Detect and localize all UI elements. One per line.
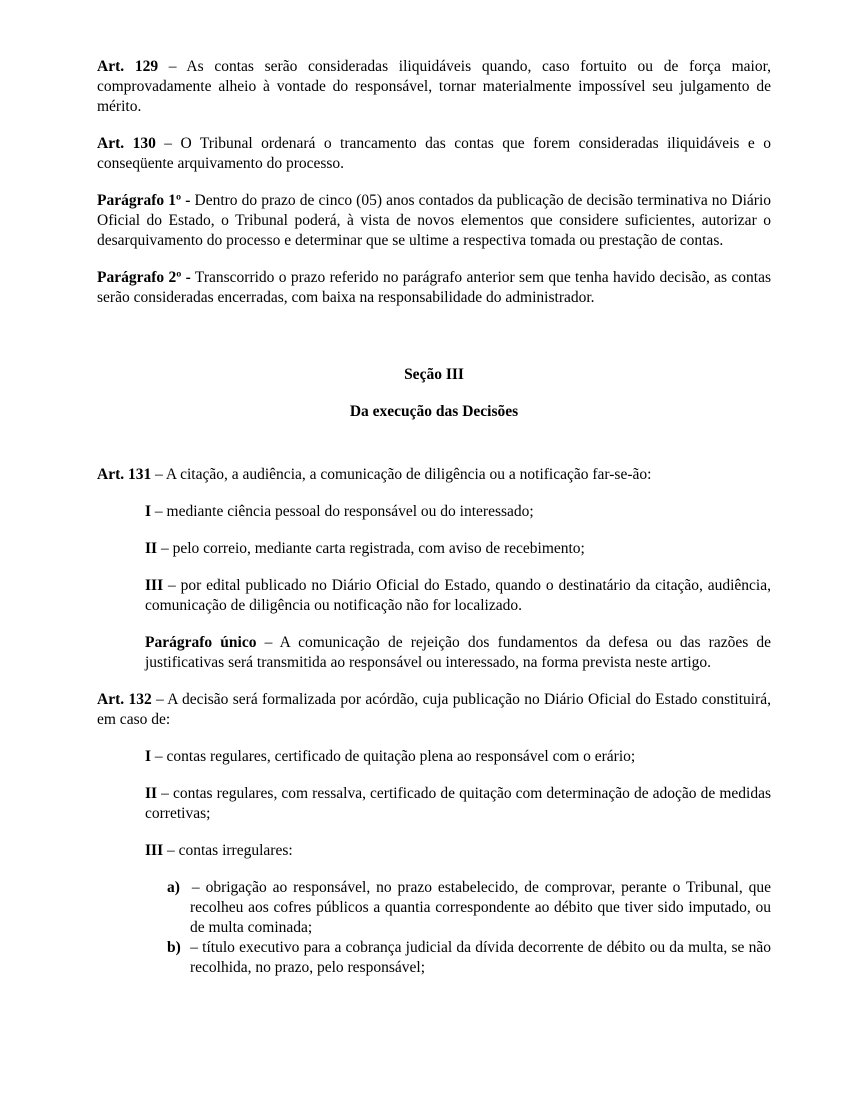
article-131 [97,465,771,485]
article-130 [97,134,771,174]
section-heading: Seção III [404,366,464,383]
article-132-item-3-subitem-b [167,938,772,978]
paragraph-2-label: Parágrafo 2º - [97,269,191,286]
article-132 [97,690,771,730]
article-132-item-3-subitem-a [167,878,772,938]
section-subheading: Da execução das Decisões [349,403,519,420]
article-132-text: – A decisão será formalizada por acórdão, cuja publicação no Diário Oficial do Estado constituirá, em caso de: [97,691,771,728]
article-132-item-3-label: III [145,842,164,859]
article-131-paragrafo-unico-label: Parágrafo único [145,634,257,651]
article-131-text: – A citação, a audiência, a comunicação de diligência ou a notificação far-se-ão: [155,466,652,483]
article-132-item-1 [145,747,771,767]
paragraph-1-label: Parágrafo 1º - [97,192,191,209]
document-content [97,57,771,995]
article-132-item-3-subitem-b-text: – título executivo para a cobrança judicial da dívida decorrente de débito ou da multa, se não recolhida, no prazo, pelo responsável; [190,939,772,976]
article-129-text: – As contas serão consideradas iliquidáveis quando, caso fortuito ou de força maior, comprovadamente alheio à vontade do responsável, tornar materialmente impossível seu julgamento de mérito. [97,58,771,115]
article-132-item-1-text: – contas regulares, certificado de quitação plena ao responsável com o erário; [154,748,636,765]
article-129 [97,57,771,117]
article-131-item-2-label: II [145,540,158,557]
article-131-item-2 [145,539,771,559]
article-131-label: Art. 131 [97,466,152,483]
article-132-item-3 [145,841,771,861]
paragraph-2-text: Transcorrido o prazo referido no parágrafo anterior sem que tenha havido decisão, as contas serão consideradas encerradas, com baixa na responsabilidade do administrador. [97,269,771,306]
paragraph-2 [97,268,771,308]
article-130-label: Art. 130 [97,135,156,152]
article-132-item-2-text: – contas regulares, com ressalva, certificado de quitação com determinação de adoção de medidas corretivas; [145,785,771,822]
article-131-item-3-label: III [145,577,164,594]
article-132-item-3-subitem-b-label: b) [167,939,181,956]
article-132-item-3-subitem-a-text: – obrigação ao responsável, no prazo estabelecido, de comprovar, perante o Tribunal, que recolheu aos cofres públicos a quantia correspondente ao débito que tiver sido imputado, ou de multa cominada; [190,879,772,936]
article-131-paragrafo-unico [145,633,771,673]
article-131-item-1-label: I [145,503,152,520]
article-131-item-1-text: – mediante ciência pessoal do responsável ou do interessado; [154,503,534,520]
article-131-item-3-text: – por edital publicado no Diário Oficial do Estado, quando o destinatário da citação, audiência, comunicação de diligência ou notificação não for localizado. [145,577,771,614]
article-131-item-2-text: – pelo correio, mediante carta registrada, com aviso de recebimento; [160,540,585,557]
article-132-item-3-text: – contas irregulares: [166,842,293,859]
article-132-item-3-subitem-a-label: a) [167,879,180,896]
paragraph-1 [97,191,771,251]
article-131-item-1 [145,502,771,522]
article-132-item-1-label: I [145,748,152,765]
article-132-item-2 [145,784,771,824]
article-129-label: Art. 129 [97,58,159,75]
article-131-item-3 [145,576,771,616]
article-130-text: – O Tribunal ordenará o trancamento das contas que forem consideradas iliquidáveis e o conseqüente arquivamento do processo. [97,135,771,172]
paragraph-1-text: Dentro do prazo de cinco (05) anos contados da publicação de decisão terminativa no Diário Oficial do Estado, o Tribunal poderá, à vista de novos elementos que considere suficientes, autorizar o desarquivamento do processo e determinar que se ultime a respectiva tomada ou prestação de contas. [97,192,772,249]
article-132-label: Art. 132 [97,691,152,708]
article-131-paragrafo-unico-text: – A comunicação de rejeição dos fundamentos da defesa ou das razões de justificativas será transmitida ao responsável ou interessado, na forma prevista neste artigo. [145,634,771,671]
article-132-item-2-label: II [145,785,158,802]
